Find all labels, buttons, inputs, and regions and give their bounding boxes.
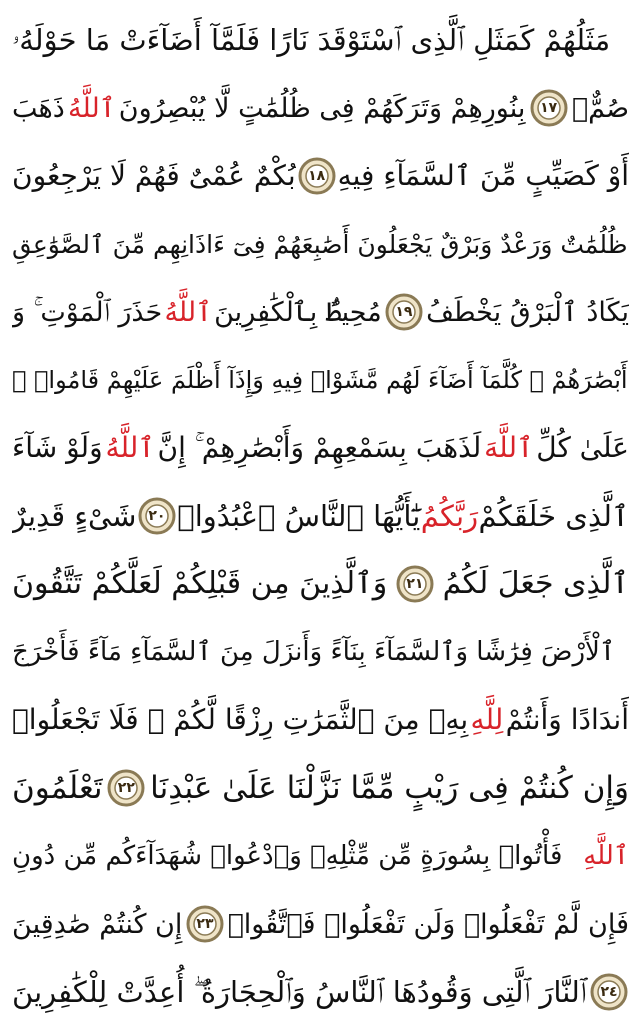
verse-text: بِهِۦ مِنَ ٱلثَّمَرَٰتِ رِزْقًا لَّكُمْ ۖ فَلَا تَجْعَلُوا۟: [12, 703, 469, 736]
verse-text: وَإِن كُنتُمْ فِى رَيْبٍ مِّمَّا نَزَّلْنَا عَلَىٰ عَبْدِنَا: [150, 769, 629, 806]
verse-end-marker: [297, 156, 337, 196]
verse-text: مُحِيطٌۢ بِٱلْكَٰفِرِينَ: [214, 296, 382, 328]
verse-text: لَذَهَبَ بِسَمْعِهِمْ وَأَبْصَٰرِهِمْ ۚ إِنَّ: [157, 431, 482, 464]
verse-text: يَٰٓأَيُّهَا ٱلنَّاسُ ٱعْبُدُوا۟: [177, 498, 421, 533]
verse-number: ١٨: [308, 168, 326, 184]
verse-text: ٱلَّذِى جَعَلَ لَكُمُ: [442, 566, 629, 601]
divine-name-text: ٱللَّهُ: [68, 92, 116, 124]
verse-text: وَٱلَّذِينَ مِن قَبْلِكُمْ لَعَلَّكُمْ تَتَّقُونَ: [12, 566, 388, 601]
verse-end-marker: [185, 904, 225, 944]
verse-text: أَبْصَٰرَهُمْ ۖ كُلَّمَآ أَضَآءَ لَهُم مَّشَوْا۟ فِيهِ وَإِذَآ أَظْلَمَ عَلَيْهِمْ قَامُوا۟ ۚ: [12, 366, 628, 394]
verse-end-marker: [529, 88, 569, 128]
verse-text: صُمٌّۢ: [571, 92, 629, 124]
verse-number: ١٩: [395, 304, 413, 320]
verse-text: بُكْمٌ عُمْىٌ فَهُمْ لَا يَرْجِعُونَ: [12, 159, 296, 192]
verse-text: ظُلُمَٰتٌ وَرَعْدٌ وَبَرْقٌ يَجْعَلُونَ أَصَٰبِعَهُمْ فِىٓ ءَاذَانِهِم مِّنَ ٱلصَّوَٰعِقِ: [12, 229, 628, 259]
verse-number: ٢٢: [117, 780, 135, 796]
verse-text: أَوْ كَصَيِّبٍ مِّنَ ٱلسَّمَآءِ فِيهِ: [337, 159, 629, 192]
text-line: [12, 686, 629, 754]
text-line: [12, 890, 629, 958]
verse-text: شَىْءٍ قَدِيرٌ: [12, 498, 137, 533]
verse-text: فَأْتُوا۟ بِسُورَةٍ مِّن مِّثْلِهِۦ وَٱدْعُوا۟ شُهَدَآءَكُم مِّن دُونِ: [12, 841, 563, 871]
text-line: [12, 142, 629, 210]
text-line: [12, 754, 629, 822]
verse-number: ٢٤: [600, 984, 618, 1000]
verse-text: بِنُورِهِمْ وَتَرَكَهُمْ فِى ظُلُمَٰتٍ لَّا يُبْصِرُونَ: [118, 92, 526, 124]
text-line: [12, 822, 629, 890]
text-line: [12, 414, 629, 482]
verse-text: حَذَرَ ٱلْمَوْتِ ۚ وَ: [12, 296, 163, 328]
verse-text: ٱلْأَرْضَ فِرَٰشًا وَٱلسَّمَآءَ بِنَآءً وَأَنزَلَ مِنَ ٱلسَّمَآءِ مَآءً فَأَخْرَجَ: [12, 637, 616, 667]
text-line: [12, 278, 629, 346]
text-line: [12, 74, 629, 142]
text-line: [12, 958, 629, 1026]
text-line: [12, 346, 629, 414]
verse-text: وَلَوْ شَآءَ: [12, 431, 103, 464]
verse-text: مَثَلُهُمْ كَمَثَلِ ٱلَّذِى ٱسْتَوْقَدَ نَارًا فَلَمَّآ أَضَآءَتْ مَا حَوْلَهُۥ: [12, 22, 611, 57]
divine-name-text: ٱللَّهُ: [105, 431, 155, 464]
verse-text: ٱلَّذِى خَلَقَكُمْ: [478, 498, 629, 533]
verse-end-marker: [395, 564, 435, 604]
divine-name-text: ٱللَّهِ: [583, 841, 629, 871]
verse-text: فَإِن لَّمْ تَفْعَلُوا۟ وَلَن تَفْعَلُوا۟ فَٱتَّقُوا۟: [227, 908, 629, 940]
verse-text: ٱلنَّارَ ٱلَّتِى وَقُودُهَا ٱلنَّاسُ وَٱلْحِجَارَةُ ۖ أُعِدَّتْ لِلْكَٰفِرِينَ: [12, 974, 587, 1009]
verse-number: ٢١: [406, 576, 424, 592]
verse-text: إِن كُنتُمْ صَٰدِقِينَ: [12, 908, 183, 940]
verse-end-marker: [384, 292, 424, 332]
verse-text: ذَهَبَ: [12, 92, 65, 124]
verse-text: عَلَىٰ كُلِّ: [536, 431, 629, 464]
verse-number: ٢٠: [148, 508, 166, 524]
text-line: [12, 618, 629, 686]
verse-end-marker: [589, 972, 629, 1012]
text-line: [12, 550, 629, 618]
verse-number: ٢٣: [196, 916, 214, 932]
divine-name-text: لِلَّهِ: [470, 703, 504, 736]
verse-text: يَكَادُ ٱلْبَرْقُ يَخْطَفُ: [426, 296, 629, 328]
divine-name-text: ٱللَّهَ: [484, 431, 534, 464]
verse-end-marker: [106, 768, 146, 808]
text-line: [12, 482, 629, 550]
verse-text: أَندَادًا وَأَنتُمْ: [505, 703, 629, 736]
divine-name-text: رَبَّكُمُ: [420, 498, 479, 533]
verse-number: ١٧: [540, 100, 558, 116]
verse-text: تَعْلَمُونَ: [12, 769, 103, 806]
divine-name-text: ٱللَّهُ: [164, 296, 212, 328]
verse-end-marker: [137, 496, 177, 536]
text-line: [12, 210, 629, 278]
text-line: [12, 6, 629, 74]
